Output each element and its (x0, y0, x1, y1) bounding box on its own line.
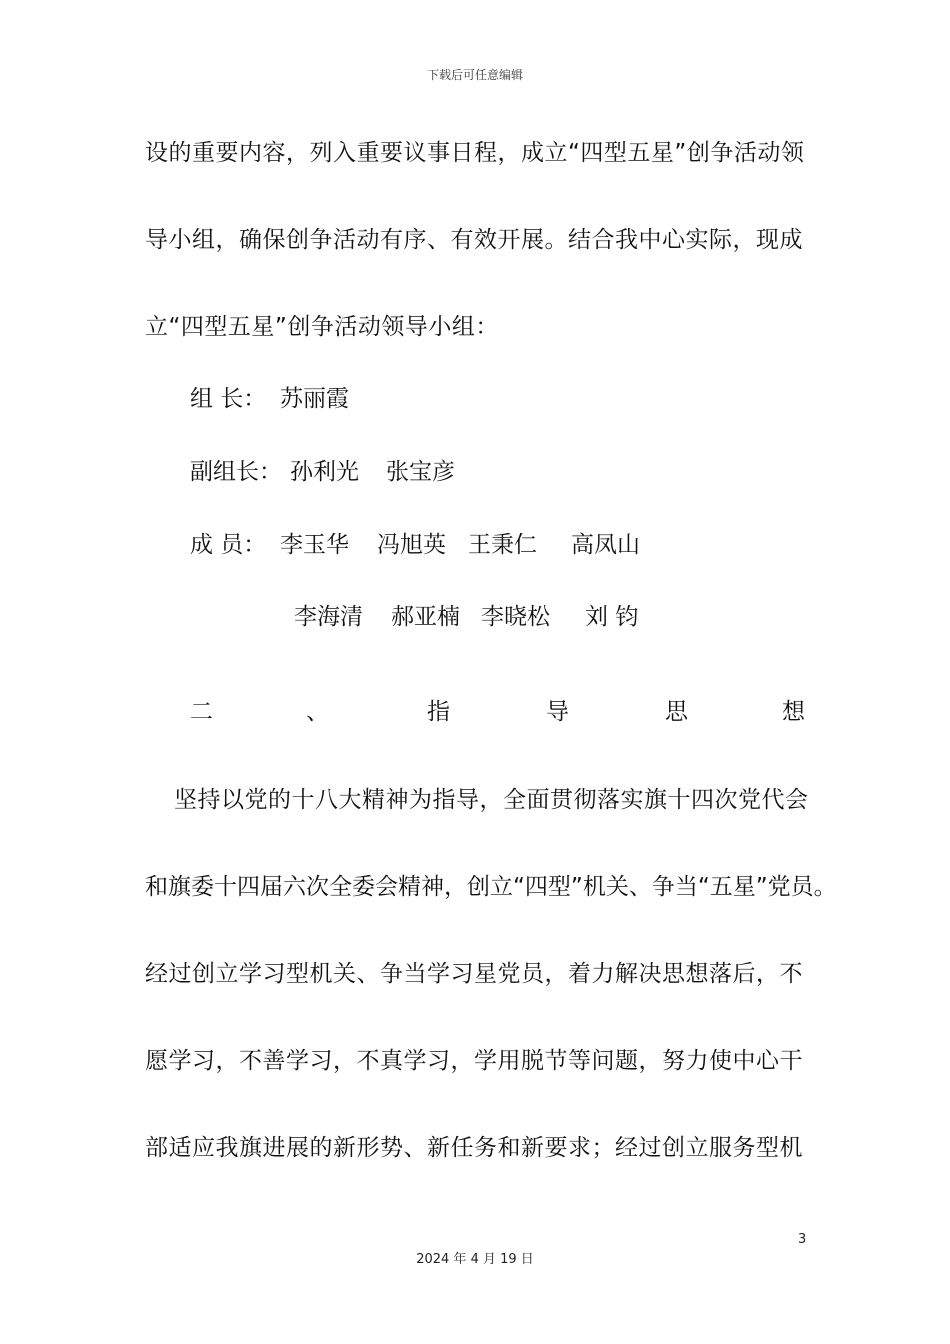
member-name: 郝亚楠 (391, 604, 460, 630)
leader-name: 苏丽霞 (280, 386, 349, 412)
body-line: 立“四型五星”创争活动领导小组： (145, 314, 499, 340)
member-name: 高凤山 (571, 532, 640, 558)
page-number: 3 (798, 1232, 807, 1247)
heading-char: 思 (665, 699, 688, 725)
members-label: 成 员： (190, 532, 267, 558)
body-line: 和旗委十四届六次全委会精神，创立“四型”机关、争当“五星”党员。 (145, 874, 837, 900)
body-line: 经过创立学习型机关、争当学习星党员，着力解决思想落后，不 (145, 961, 803, 987)
heading-char: 、 (306, 699, 329, 725)
heading-char: 指 (427, 699, 450, 725)
footer-date: 2024 年 4 月 19 日 (416, 1252, 534, 1267)
body-line: 愿学习，不善学习，不真学习，学用脱节等问题，努力使中心干 (145, 1048, 803, 1074)
member-name: 刘 钧 (585, 604, 639, 630)
page-header: 下载后可任意编辑 (426, 68, 523, 82)
body-line: 设的重要内容，列入重要议事日程，成立“四型五星”创争活动领 (145, 140, 805, 166)
heading-char: 想 (782, 699, 805, 725)
member-name: 李晓松 (481, 604, 550, 630)
body-line: 坚持以党的十八大精神为指导，全面贯彻落实旗十四次党代会 (174, 787, 809, 813)
heading-char: 导 (546, 699, 569, 725)
member-name: 冯旭英 (377, 532, 446, 558)
member-name: 李玉华 (280, 532, 349, 558)
body-line: 部适应我旗进展的新形势、新任务和新要求；经过创立服务型机 (145, 1135, 803, 1161)
body-line: 导小组，确保创争活动有序、有效开展。结合我中心实际，现成 (145, 227, 803, 253)
deputy-name: 张宝彦 (386, 459, 455, 485)
deputy-name: 孙利光 (290, 459, 359, 485)
heading-char: 二 (190, 699, 213, 725)
member-name: 李海清 (294, 604, 363, 630)
leader-label: 组 长： (190, 386, 267, 412)
member-name: 王秉仁 (468, 532, 537, 558)
deputy-label: 副组长： (190, 459, 282, 485)
